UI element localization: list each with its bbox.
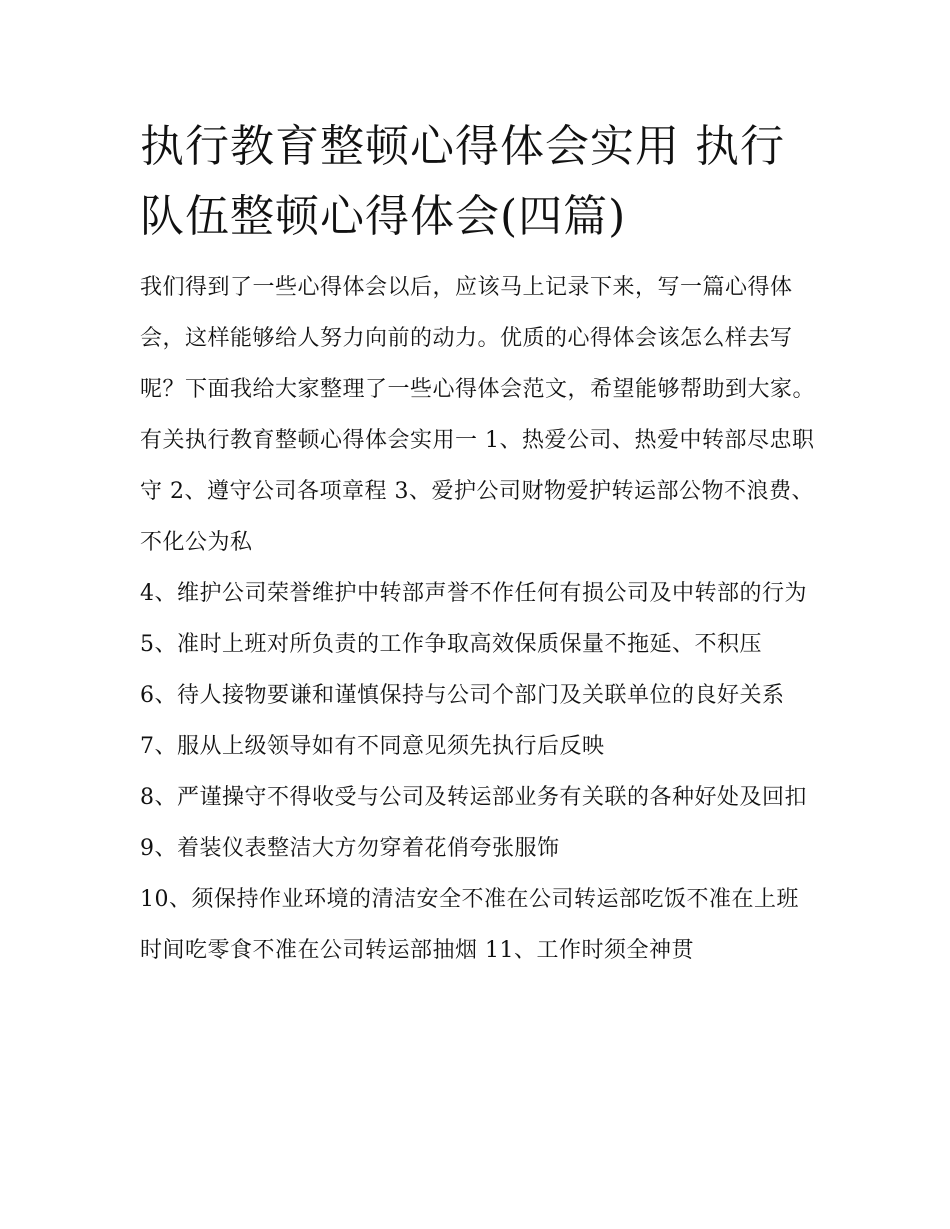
paragraph-rules-8-9: 8、严谨操守不得收受与公司及转运部业务有关联的各种好处及回扣 9、着装仪表整洁大方勿穿着花俏夸张服饰: [140, 785, 807, 861]
document-body: [140, 112, 820, 976]
paragraph-rules-1-3: 有关执行教育整顿心得体会实用一 1、热爱公司、热爱中转部尽忠职守 2、遵守公司各项章程 3、爱护公司财物爱护转运部公物不浪费、不化公为私: [140, 428, 815, 555]
paragraph-rules-10-11: 10、须保持作业环境的清洁安全不准在公司转运部吃饭不准在上班时间吃零食不准在公司转运部抽烟 11、工作时须全神贯: [140, 887, 799, 963]
paragraph-intro: 我们得到了一些心得体会以后，应该马上记录下来，写一篇心得体会，这样能够给人努力向前的动力。优质的心得体会该怎么样去写呢？下面我给大家整理了一些心得体会范文，希望能够帮助到大家。: [140, 275, 816, 402]
document-title: 执行教育整顿心得体会实用 执行队伍整顿心得体会(四篇): [140, 121, 785, 242]
paragraph-rules-6-7: 6、待人接物要谦和谨慎保持与公司个部门及关联单位的良好关系 7、服从上级领导如有不同意见须先执行后反映: [140, 683, 785, 759]
paragraph-rules-4-5: 4、维护公司荣誉维护中转部声誉不作任何有损公司及中转部的行为 5、准时上班对所负责的工作争取高效保质保量不拖延、不积压: [140, 581, 807, 657]
